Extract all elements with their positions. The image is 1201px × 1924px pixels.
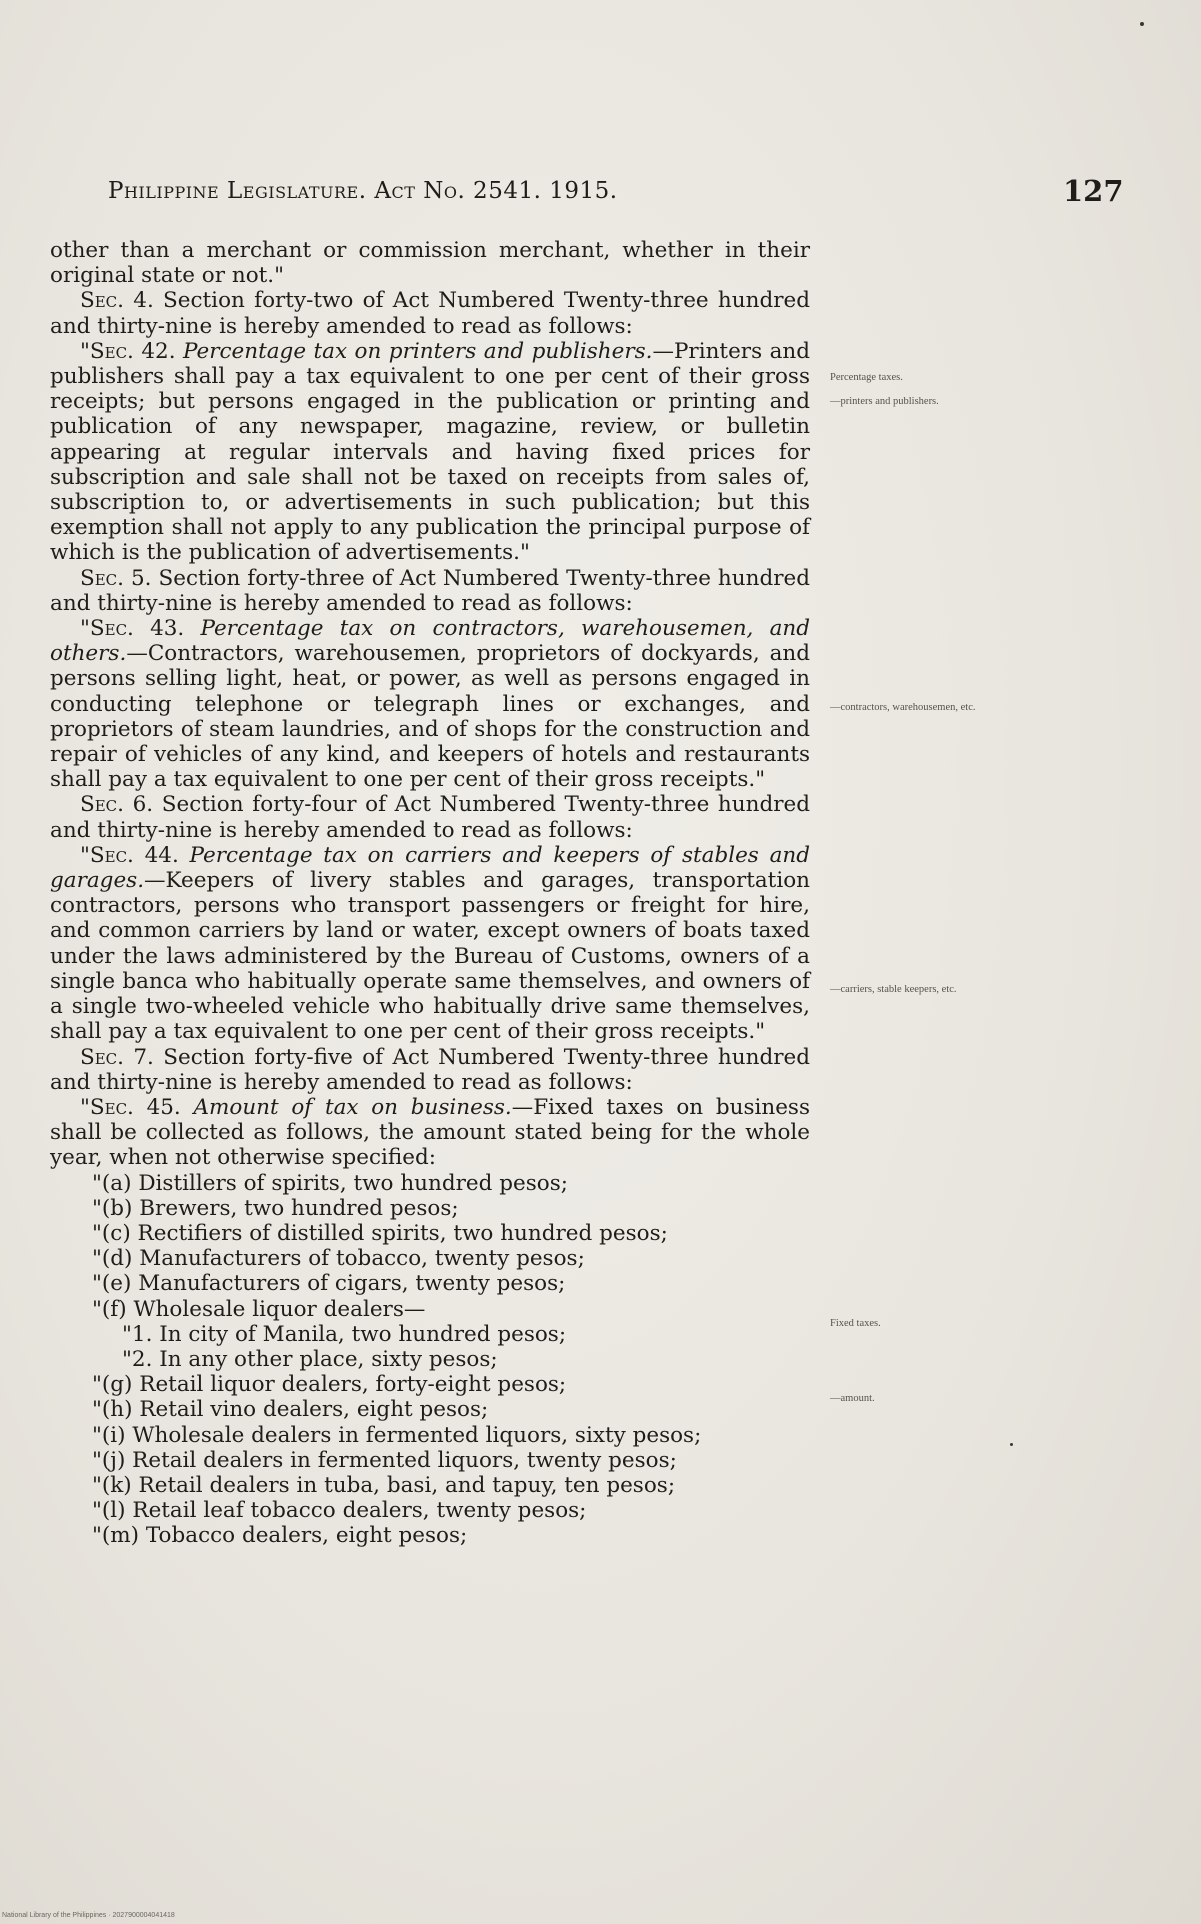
section-label: Sec. 4. bbox=[80, 288, 154, 314]
scan-speck bbox=[1140, 22, 1144, 26]
scan-footer: National Library of the Philippines · 2027900004041418 bbox=[2, 1912, 175, 1919]
paragraph-text: —Printers and publishers shall pay a tax equivalent to one per cent of their gross receipts; but persons engaged in the publication or printing and publication of any newspaper, magazine, review, or bulletin appearing at regular intervals and having fixed prices for subscription and sale shall not be taxed on receipts from sales of, subscription to, or advertisements in such publication; but this exemption shall not apply to any publication the principal purpose of which is the publication of advertisements." bbox=[50, 338, 810, 566]
list-item: "(h) Retail vino dealers, eight pesos; bbox=[92, 1397, 489, 1423]
list-item: "(g) Retail liquor dealers, forty-eight pesos; bbox=[92, 1372, 567, 1398]
paragraph-sec-6 bbox=[50, 792, 810, 842]
paragraph-sec-42 bbox=[50, 339, 810, 566]
section-label: "Sec. 42. bbox=[80, 338, 176, 364]
paragraph-text: Section forty-three of Act Numbered Twenty-three hundred and thirty-nine is hereby amended to read as follows: bbox=[50, 565, 810, 616]
paragraph-continuation: other than a merchant or commission merchant, whether in their original state or not." bbox=[50, 238, 810, 289]
margin-note: —carriers, stable keepers, etc. bbox=[830, 984, 957, 995]
body-text bbox=[50, 238, 810, 1549]
paragraph-text: —Contractors, warehousemen, proprietors of dockyards, and persons selling light, heat, or power, as well as persons engaged in conducting telephone or telegraph lines or exchanges, and proprietors of steam laundries, and of shops for the construction and repair of vehicles of any kind, and keepers of hotels and restaurants shall pay a tax equivalent to one per cent of their gross receipts." bbox=[50, 641, 810, 793]
section-heading: Percentage tax on carriers and keepers of stables and garages. bbox=[50, 842, 810, 894]
paragraph-text: —Keepers of livery stables and garages, transportation contractors, persons who transport passengers or freight for hire, and common carriers by land or water, except owners of boats taxed under the laws administered by the Bureau of Customs, owners of a single banca who habitually operate same themselves, and owners of a single two-wheeled vehicle who habitually drive same themselves, shall pay a tax equivalent to one per cent of their gross receipts." bbox=[50, 868, 810, 1045]
paragraph-sec-44 bbox=[50, 843, 810, 1045]
list-item: "(l) Retail leaf tobacco dealers, twenty pesos; bbox=[92, 1498, 587, 1524]
margin-note: —amount. bbox=[830, 1393, 875, 1404]
margin-note: Percentage taxes. bbox=[830, 372, 903, 383]
margin-note: Fixed taxes. bbox=[830, 1318, 881, 1329]
paragraph-sec-43 bbox=[50, 616, 810, 792]
tax-list bbox=[50, 1171, 810, 1549]
paragraph-sec-5 bbox=[50, 566, 810, 616]
section-label: Sec. 5. bbox=[80, 565, 152, 591]
paragraph-sec-7 bbox=[50, 1045, 810, 1095]
list-item: "(m) Tobacco dealers, eight pesos; bbox=[92, 1523, 468, 1549]
margin-note: —printers and publishers. bbox=[830, 396, 939, 407]
list-item: "(a) Distillers of spirits, two hundred pesos; bbox=[92, 1170, 568, 1196]
list-item: "(i) Wholesale dealers in fermented liquors, sixty pesos; bbox=[92, 1422, 702, 1448]
margin-note: —contractors, warehousemen, etc. bbox=[830, 702, 976, 713]
paragraph-text: Section forty-two of Act Numbered Twenty-three hundred and thirty-nine is hereby amended to read as follows: bbox=[50, 288, 810, 339]
section-heading: Percentage tax on contractors, warehousemen, and others. bbox=[50, 616, 810, 667]
list-item: "(c) Rectifiers of distilled spirits, two hundred pesos; bbox=[92, 1220, 668, 1246]
section-label: "Sec. 44. bbox=[80, 842, 179, 868]
list-item: "(f) Wholesale liquor dealers— bbox=[92, 1296, 426, 1322]
paragraph-text: Section forty-five of Act Numbered Twenty-three hundred and thirty-nine is hereby amended to read as follows: bbox=[50, 1044, 810, 1095]
running-head: Philippine Legislature. Act No. 2541. 1915. bbox=[108, 178, 618, 204]
list-item: "(j) Retail dealers in fermented liquors, twenty pesos; bbox=[92, 1447, 677, 1473]
page-number: 127 bbox=[1063, 174, 1124, 208]
section-label: Sec. 7. bbox=[80, 1044, 154, 1070]
paragraph-sec-4 bbox=[50, 288, 810, 338]
list-item: "(b) Brewers, two hundred pesos; bbox=[92, 1195, 459, 1221]
section-label: "Sec. 43. bbox=[80, 616, 185, 642]
list-item: "2. In any other place, sixty pesos; bbox=[122, 1346, 498, 1372]
section-label: "Sec. 45. bbox=[80, 1094, 181, 1120]
list-item: "(e) Manufacturers of cigars, twenty pesos; bbox=[92, 1271, 566, 1297]
section-heading: Percentage tax on printers and publishers. bbox=[175, 338, 653, 364]
paragraph-text: Section forty-four of Act Numbered Twenty-three hundred and thirty-nine is hereby amended to read as follows: bbox=[50, 792, 810, 843]
section-heading: Amount of tax on business. bbox=[180, 1094, 512, 1120]
paragraph-text: —Fixed taxes on business shall be collected as follows, the amount stated being for the whole year, when not otherwise specified: bbox=[50, 1094, 810, 1171]
paragraph-sec-45 bbox=[50, 1095, 810, 1171]
list-item: "1. In city of Manila, two hundred pesos; bbox=[122, 1321, 567, 1347]
list-item: "(d) Manufacturers of tobacco, twenty pesos; bbox=[92, 1246, 585, 1272]
margin-notes bbox=[830, 0, 1010, 1924]
scan-speck bbox=[1010, 1443, 1013, 1446]
list-item: "(k) Retail dealers in tuba, basi, and tapuy, ten pesos; bbox=[92, 1472, 676, 1498]
section-label: Sec. 6. bbox=[80, 792, 154, 818]
